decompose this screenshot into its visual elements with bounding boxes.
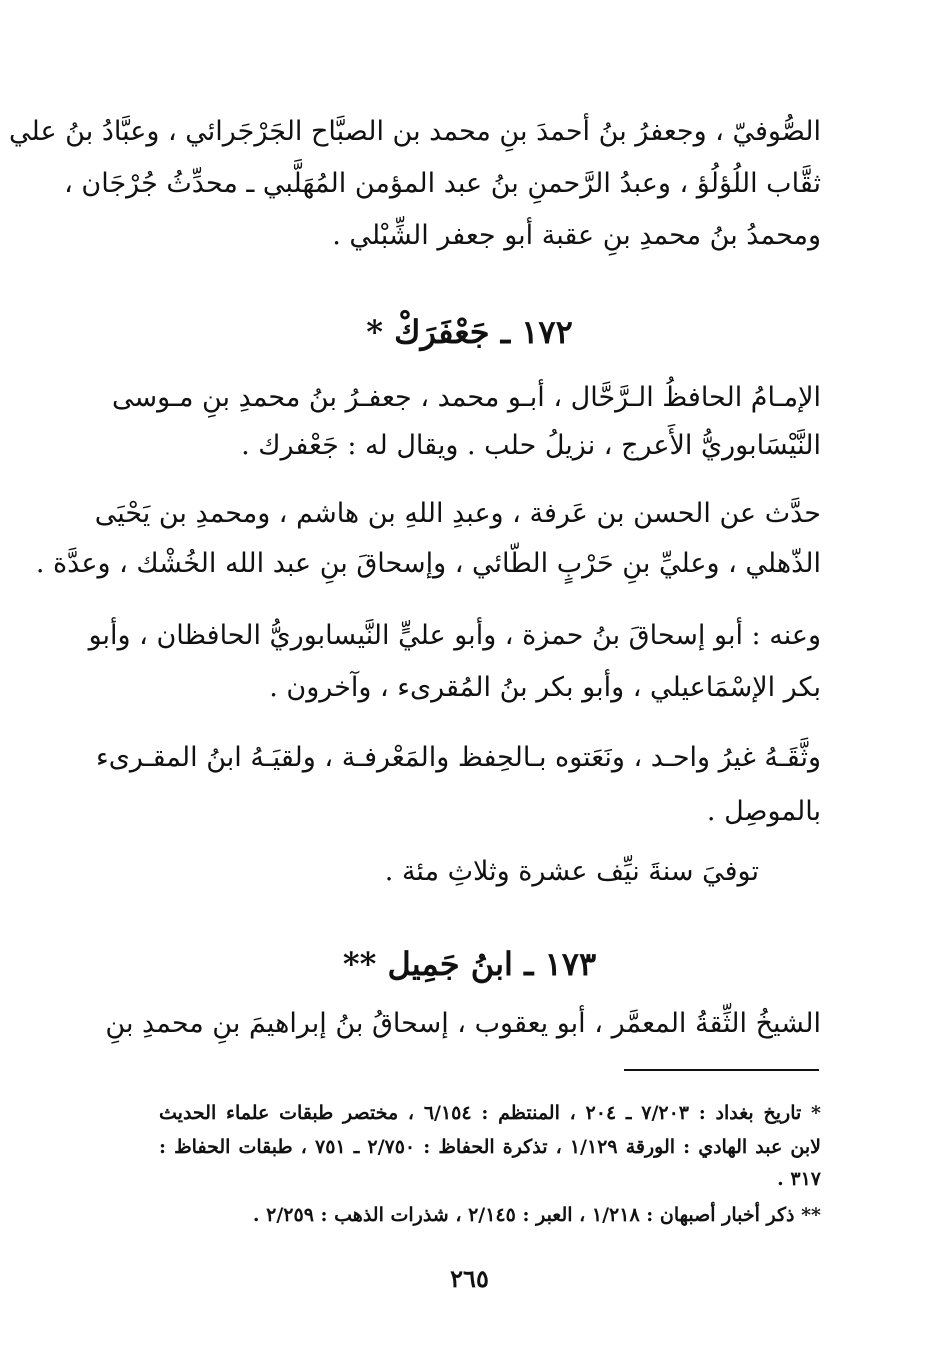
entry-172-p4-line-2: بالموصِل . <box>706 796 821 827</box>
entry-172-p3-line-1: وعنه : أبو إسحاقَ بنُ حمزة ، وأبو عليٍّ النَّيسابوريُّ الحافظان ، وأبو <box>88 620 821 651</box>
intro-line-1: الصُّوفيّ ، وجعفرُ بنُ أحمدَ بنِ محمد بن الصبَّاح الجَرْجَرائي ، وعبَّادُ بنُ علي <box>9 116 821 147</box>
entry-172-p1-line-2: النَّيْسَابوريُّ الأَعرج ، نزيلُ حلب . ويقال له : جَعْفرك . <box>241 430 821 461</box>
page-number: ٢٦٥ <box>450 1264 489 1293</box>
entry-172-death-note: توفيَ سنةَ نيِّف عشرة وثلاثِ مئة . <box>384 856 759 887</box>
entry-173-p1-line-1: الشيخُ الثِّقةُ المعمَّر ، أبو يعقوب ، إسحاقُ بنُ إبراهيمَ بنِ محمدِ بنِ <box>105 1008 821 1039</box>
intro-line-3: ومحمدُ بنُ محمدِ بنِ عقبة أبو جعفر الشِّبْلي . <box>332 220 821 251</box>
entry-172-p3-line-2: بكر الإسْمَاعيلي ، وأبو بكر بنُ المُقرىء ، وآخرون . <box>269 672 821 703</box>
entry-172-p2-line-1: حدَّث عن الحسن بن عَرفة ، وعبدِ اللهِ بن هاشم ، ومحمدِ بن يَحْيَى <box>94 498 821 529</box>
entry-173-title: ١٧٣ ـ ابنُ جَمِيل ** <box>342 945 597 983</box>
footnote-1-line-3: ٣١٧ . <box>777 1168 821 1190</box>
intro-line-2: ثقَّاب اللُؤلُؤ ، وعبدُ الرَّحمنِ بنُ عبد المؤمن المُهَلَّبي ـ محدِّثُ جُرْجَان ، <box>64 168 821 199</box>
entry-172-p2-line-2: الذّهلي ، وعليِّ بنِ حَرْبٍ الطّائي ، وإسحاقَ بنِ عبد الله الخُشْك ، وعدَّة . <box>35 548 821 579</box>
footnote-1-line-2: لابن عبد الهادي : الورقة ١/١٢٩ ، تذكرة الحفاظ : ٢/٧٥٠ ـ ٧٥١ ، طبقات الحفاظ : <box>159 1136 821 1158</box>
footnote-2: ** ذكر أخبار أصبهان : ١/٢١٨ ، العبر : ٢/١٤٥ ، شذرات الذهب : ٢/٢٥٩ . <box>252 1204 821 1226</box>
footnote-separator <box>624 1069 819 1071</box>
footnote-1-line-1: * تاريخ بغداد : ٧/٢٠٣ ـ ٢٠٤ ، المنتظم : ٦/١٥٤ ، مختصر طبقات علماء الحديث <box>159 1102 821 1124</box>
entry-172-p4-line-1: وثَّقَـهُ غيرُ واحـد ، ونَعَتوه بـالحِفظ والمَعْرفـة ، ولقيَـهُ ابنُ المقـرىء <box>96 742 821 773</box>
entry-172-title: ١٧٢ ـ جَعْفَرَكْ * <box>366 313 573 351</box>
entry-172-p1-line-1: الإمـامُ الحافظُ الـرَّحَّال ، أبـو محمد ، جعفـرُ بنُ محمدِ بنِ مـوسى <box>111 382 821 413</box>
